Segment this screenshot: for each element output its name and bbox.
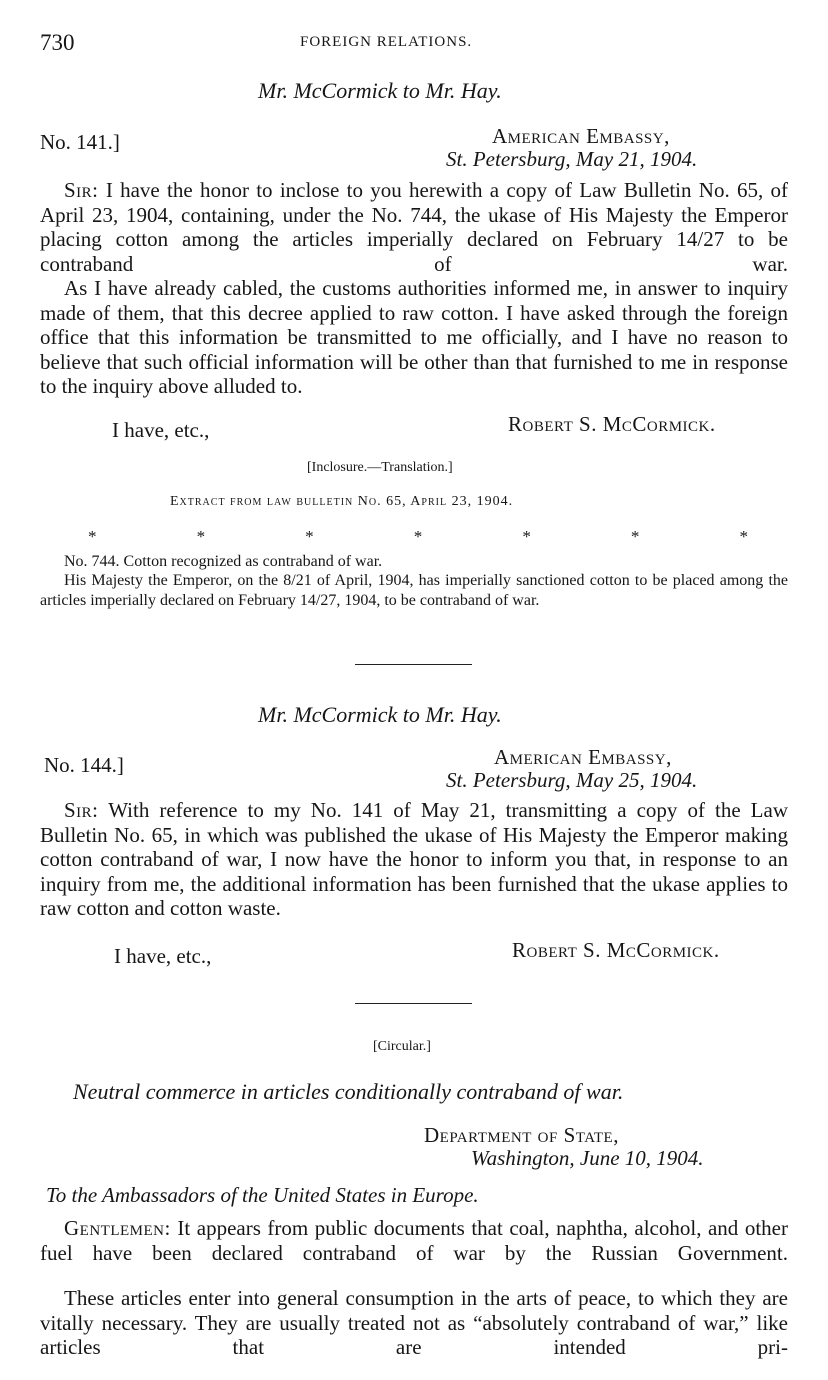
letter2-paragraph-1 [40,798,788,921]
circular-title: Neutral commerce in articles conditionally contraband of war. [73,1079,624,1104]
letter2-embassy: American Embassy, [494,745,672,769]
letter1-closing: I have, etc., [112,418,210,442]
circular-place-date: Washington, June 10, 1904. [471,1146,704,1170]
letter1-number: No. 141.] [40,130,120,154]
section-divider [355,664,472,665]
inclosure-item-title: No. 744. Cotton recognized as contraband of war. [64,553,383,570]
star-mark: * [305,527,314,546]
inclosure-label: [Inclosure.—Translation.] [307,460,453,475]
star-mark: * [739,527,748,546]
letter1-paragraph-1 [40,178,788,276]
letter2-para1-text: With reference to my No. 141 of May 21, transmitting a copy of the Law Bulletin No. 65, in which was published the ukase of His Majesty the Emperor making cotton contraband of war, I now have the honor to inform you that, in response to an inquiry from me, the additional information has been furnished that the ukase applies to raw cotton and cotton waste. [40,798,788,921]
circular-department: Department of State, [424,1123,619,1147]
letter2-place-date: St. Petersburg, May 25, 1904. [446,768,698,792]
page-number: 730 [40,30,75,55]
section-divider [355,1003,472,1004]
letter2-salutation: Sir: [64,798,99,822]
circular-salutation: Gentlemen: [64,1216,171,1240]
star-mark: * [413,527,423,546]
ellipsis-stars [88,527,748,547]
letter1-title: Mr. McCormick to Mr. Hay. [258,78,502,103]
star-mark: * [630,527,640,546]
star-mark: * [88,527,97,546]
star-mark: * [522,527,531,546]
letter2-title: Mr. McCormick to Mr. Hay. [258,702,502,727]
letter1-embassy: American Embassy, [492,124,670,148]
letter1-place-date: St. Petersburg, May 21, 1904. [446,147,698,171]
letter1-salutation: Sir: [64,178,99,202]
letter1-para1-text: I have the honor to inclose to you herewith a copy of Law Bulletin No. 65, of April 23, 1904, containing, under the No. 744, the ukase of His Majesty the Emperor placing cotton among the articles imperially declared on February 14/27 to be contraband of war. [40,178,789,276]
circular-paragraph-2: These articles enter into general consumption in the arts of peace, to which they are vitally necessary. They are usually treated not as “absolutely contraband of war,” like articles that are intended pri- [40,1286,788,1360]
star-mark: * [196,527,206,546]
letter2-number: No. 144.] [44,753,124,777]
circular-label: [Circular.] [373,1039,431,1054]
inclosure-item-text: His Majesty the Emperor, on the 8/21 of April, 1904, has imperially sanctioned cotton to be placed among the articles imperially declared on February 14/27, 1904, to be contraband of war. [40,572,788,609]
letter2-signature: Robert S. McCormick. [512,938,720,962]
extract-heading: Extract from law bulletin No. 65, April 23, 1904. [170,494,514,509]
letter2-closing: I have, etc., [114,944,212,968]
circular-para1-text: It appears from public documents that coal, naphtha, alcohol, and other fuel have been declared contraband of war by the Russian Government. [40,1216,788,1265]
running-title: FOREIGN RELATIONS. [300,34,473,50]
letter1-paragraph-2: As I have already cabled, the customs authorities informed me, in answer to inquiry made of them, that this decree applied to raw cotton. I have asked through the foreign office that this information be transmitted to me officially, and I have no reason to believe that such official information will be other than that furnished to me in response to the inquiry above alluded to. [40,276,788,399]
letter1-signature: Robert S. McCormick. [508,412,716,436]
circular-paragraph-1 [40,1216,788,1265]
circular-addressee: To the Ambassadors of the United States in Europe. [46,1183,479,1207]
